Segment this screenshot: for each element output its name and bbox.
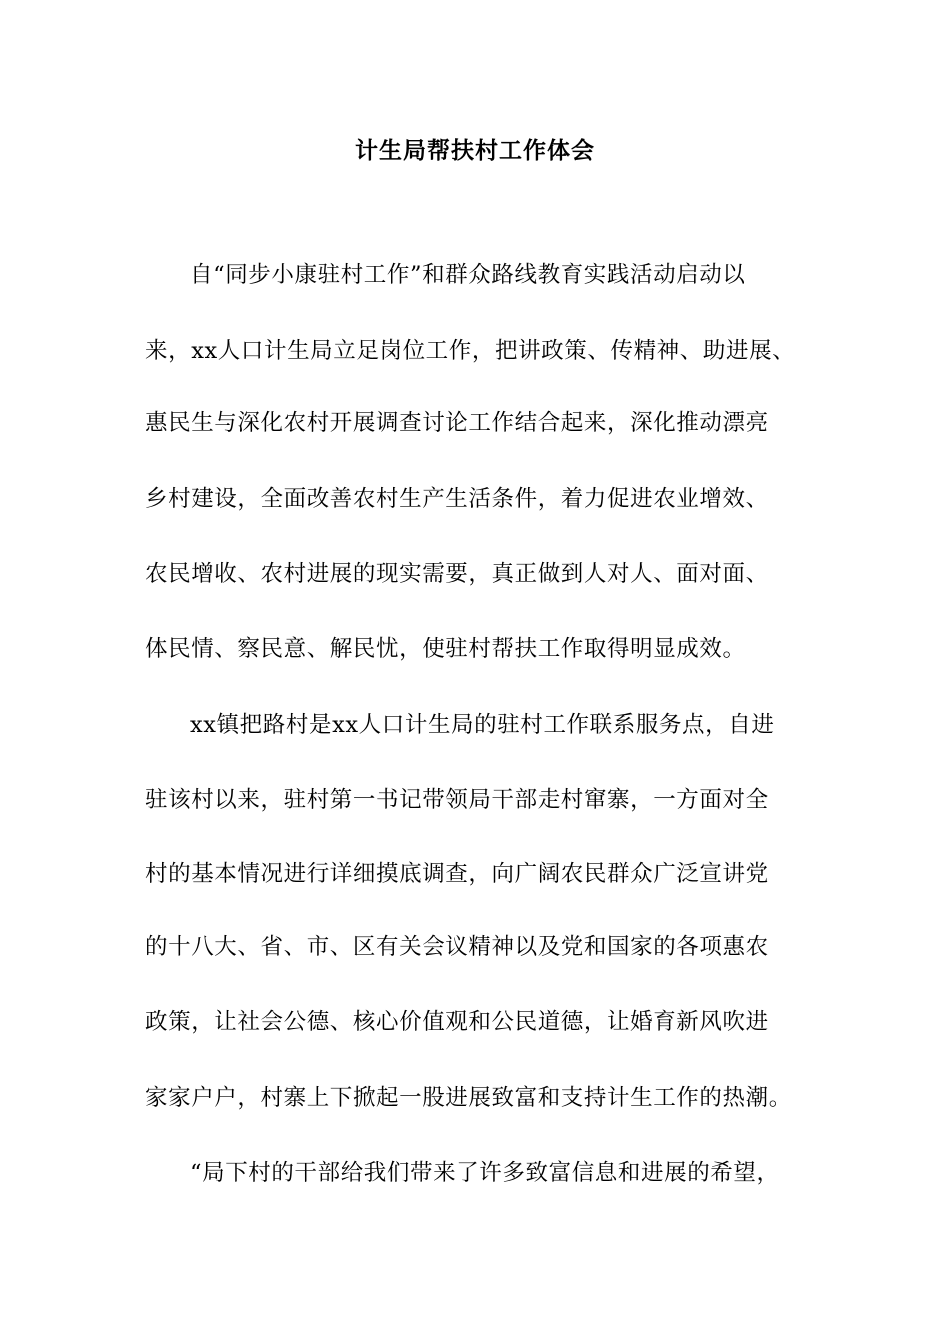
paragraph-1-line-6: 体民情、察民意、解民忧，使驻村帮扶工作取得明显成效。 [145,636,746,662]
paragraph-2-line-6: 家家户户，村寨上下掀起一股进展致富和支持计生工作的热潮。 [145,1085,792,1111]
document-title: 计生局帮扶村工作体会 [355,138,595,164]
paragraph-2-line-3: 村的基本情况进行详细摸底调查，向广阔农民群众广泛宣讲党 [145,861,769,887]
paragraph-1-line-4: 乡村建设，全面改善农村生产生活条件，着力促进农业增效、 [145,486,769,512]
paragraph-1-line-3: 惠民生与深化农村开展调查讨论工作结合起来，深化推动漂亮 [145,410,769,436]
paragraph-2-line-2: 驻该村以来，驻村第一书记带领局干部走村窜寨，一方面对全 [145,787,769,813]
paragraph-1-line-5: 农民增收、农村进展的现实需要，真正做到人对人、面对面、 [145,561,769,587]
paragraph-3-line-1: “局下村的干部给我们带来了许多致富信息和进展的希望， [190,1160,780,1186]
paragraph-2-line-1: xx镇把路村是xx人口计生局的驻村工作联系服务点，自进 [190,712,775,738]
paragraph-2-line-4: 的十八大、省、市、区有关会议精神以及党和国家的各项惠农 [145,934,769,960]
paragraph-2-line-5: 政策，让社会公德、核心价值观和公民道德，让婚育新风吹进 [145,1009,769,1035]
paragraph-1-line-2: 来，xx人口计生局立足岗位工作，把讲政策、传精神、助进展、 [145,338,796,364]
paragraph-1-line-1: 自“同步小康驻村工作”和群众路线教育实践活动启动以 [190,262,746,288]
